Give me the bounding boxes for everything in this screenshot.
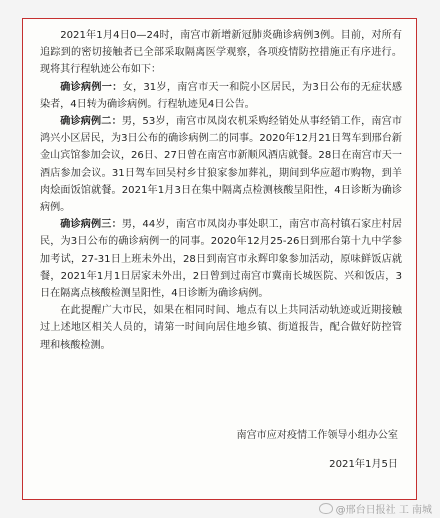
signature-date: 2021年1月5日: [329, 458, 398, 470]
notice-body: [40, 27, 402, 354]
signature-org: 南宫市应对疫情工作领导小组办公室: [236, 430, 398, 441]
intro-paragraph: 2021年1月4日0—24时，南宫市新增新冠肺炎确诊病例3例。目前，对所有追踪到的密切接触者已全部采取隔离医学观察，各项疫情防控措施正有序进行。现将其行程轨迹公布如下：: [40, 30, 402, 76]
case-1-text: 女，31岁，南宫市天一和院小区居民，为3日公布的无症状感染者，4日转为确诊病例。行程轨迹见4日公告。: [40, 81, 403, 110]
notice-card: [22, 18, 417, 500]
watermark-text: @邢台日报社 工 南城: [335, 505, 432, 516]
case-1-paragraph: [40, 79, 402, 113]
case-3-paragraph: [40, 216, 402, 302]
weibo-icon: [319, 503, 333, 514]
case-2-paragraph: [40, 113, 402, 216]
case-3-label: 确诊病例三：: [60, 219, 122, 231]
case-2-text: 男，53岁，南宫市凤岗农机采购经销处从事经销工作，南宫市鸿兴小区居民，为3日公布的确诊病例二的同事。2020年12月21日驾车到邢台新金山宾馆参加会议，26日、27日曾在南宫市新顺风酒店就餐。28日在南宫市天一酒店参加会议。31日驾车回吴村乡甘狼家参加葬礼，期间到华应超市购物，到羊肉烩面饭馆就餐。2021年1月3日在集中隔离点检测核酸呈阳性，4日诊断为确诊病例。: [40, 116, 403, 214]
watermark: [319, 501, 432, 516]
closing-paragraph: 在此提醒广大市民，如果在相同时间、地点有以上共同活动轨迹或近期接触过上述地区相关人员的，请第一时间向居住地乡镇、街道报告，配合做好防控管理和核酸检测。: [40, 305, 402, 351]
case-2-label: 确诊病例二：: [60, 116, 122, 128]
case-3-text: 男，44岁，南宫市凤岗办事处职工，南宫市高村镇石家庄村居民，为3日公布的确诊病例一的同事。2020年12月25-26日到邢台第十九中学参加考试，27-31日上班未外出，28日到南宫市永辉印象参加活动，原味鲜饭店就餐，2021年1月1日居家未外出，2日曾到过南宫市冀南长城医院、兴和饭店，3日在隔离点核酸检测呈阳性，4日诊断为确诊病例。: [40, 219, 403, 300]
case-1-label: 确诊病例一：: [60, 81, 123, 93]
signature-block: [237, 427, 399, 484]
